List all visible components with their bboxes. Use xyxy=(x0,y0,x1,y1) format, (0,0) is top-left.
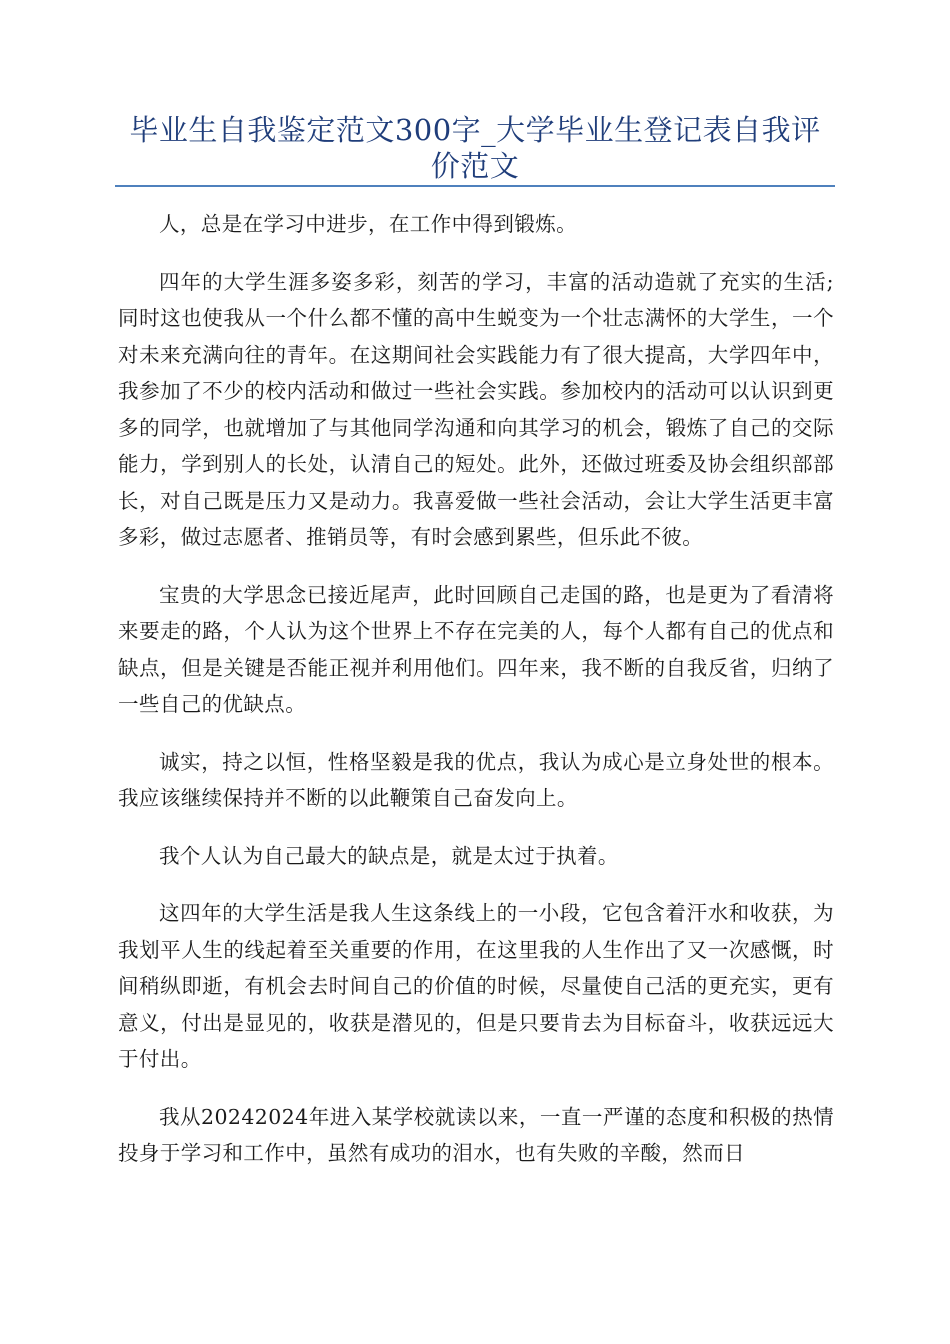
paragraph-3: 宝贵的大学思念已接近尾声，此时回顾自己走国的路，也是更为了看清将来要走的路，个人认为这个世界上不存在完美的人，每个人都有自己的优点和缺点，但是关键是否能正视并利用他们。四年来，我不断的自我反省，归纳了一些自己的优缺点。 xyxy=(118,582,834,716)
paragraph-1: 人，总是在学习中进步，在工作中得到锻炼。 xyxy=(159,212,577,236)
document-body xyxy=(118,206,834,1193)
paragraph-6: 这四年的大学生活是我人生这条线上的一小段，它包含着汗水和收获，为我划平人生的线起着至关重要的作用，在这里我的人生作出了又一次感慨，时间稍纵即逝，有机会去时间自己的价值的时候，尽量使自己活的更充实，更有意义，付出是显见的，收获是潜见的，但是只要肯去为目标奋斗，收获远远大于付出。 xyxy=(118,901,834,1071)
document-title: 毕业生自我鉴定范文300字_大学毕业生登记表自我评价范文 xyxy=(129,113,821,183)
paragraph-7: 我从20242024年进入某学校就读以来，一直一严谨的态度和积极的热情投身于学习和工作中，虽然有成功的泪水，也有失败的辛酸，然而日 xyxy=(118,1104,834,1165)
paragraph-5: 我个人认为自己最大的缺点是，就是太过于执着。 xyxy=(159,843,619,868)
title-block xyxy=(115,112,835,184)
paragraph-4: 诚实，持之以恒，性格坚毅是我的优点，我认为成心是立身处世的根本。我应该继续保持并不断的以此鞭策自己奋发向上。 xyxy=(118,749,834,810)
paragraph-2: 四年的大学生涯多姿多彩，刻苦的学习，丰富的活动造就了充实的生活;同时这也使我从一个什么都不懂的高中生蜕变为一个壮志满怀的大学生，一个对未来充满向往的青年。在这期间社会实践能力有了很大提高，大学四年中，我参加了不少的校内活动和做过一些社会实践。参加校内的活动可以认识到更多的同学，也就增加了与其他同学沟通和向其学习的机会，锻炼了自己的交际能力，学到别人的长处，认清自己的短处。此外，还做过班委及协会组织部部长，对自己既是压力又是动力。我喜爱做一些社会活动，会让大学生活更丰富多彩，做过志愿者、推销员等，有时会感到累些，但乐此不彼。 xyxy=(118,269,834,549)
title-divider xyxy=(115,185,835,187)
